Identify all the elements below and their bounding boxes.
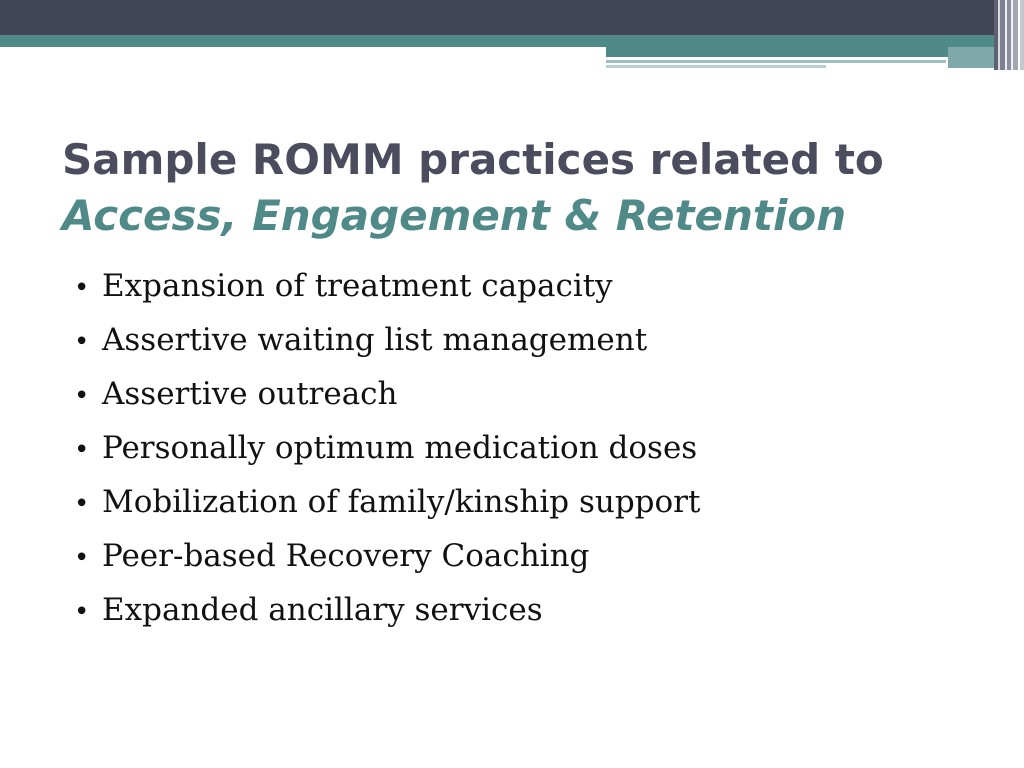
bullet-dot-icon: • — [74, 327, 90, 357]
bullet-text: Personally optimum medication doses — [102, 430, 698, 466]
bullet-item — [74, 476, 974, 530]
bullet-item — [74, 368, 974, 422]
header-band-teal — [0, 35, 1024, 47]
bullet-text: Expanded ancillary services — [102, 592, 543, 628]
bullet-dot-icon: • — [74, 435, 90, 465]
bullet-item — [74, 314, 974, 368]
header-vertical-stripes — [994, 0, 1024, 70]
bullet-dot-icon: • — [74, 597, 90, 627]
header-thin-line — [606, 60, 946, 63]
header-band-right-block — [948, 47, 1000, 68]
header-thin-line-short — [606, 65, 826, 68]
bullet-text: Assertive outreach — [102, 376, 398, 412]
bullet-list — [74, 260, 974, 638]
bullet-dot-icon: • — [74, 543, 90, 573]
slide-title-line1: Sample ROMM practices related to — [62, 135, 884, 184]
bullet-item — [74, 584, 974, 638]
bullet-item — [74, 422, 974, 476]
bullet-dot-icon: • — [74, 273, 90, 303]
bullet-text: Peer-based Recovery Coaching — [102, 538, 590, 574]
bullet-text: Expansion of treatment capacity — [102, 268, 613, 304]
bullet-dot-icon: • — [74, 489, 90, 519]
bullet-text: Assertive waiting list management — [102, 322, 648, 358]
bullet-item — [74, 530, 974, 584]
bullet-item — [74, 260, 974, 314]
slide-title-line2: Access, Engagement & Retention — [62, 191, 847, 240]
header-band-dark — [0, 0, 1024, 35]
slide-title — [62, 132, 962, 244]
bullet-dot-icon: • — [74, 381, 90, 411]
bullet-text: Mobilization of family/kinship support — [102, 484, 701, 520]
